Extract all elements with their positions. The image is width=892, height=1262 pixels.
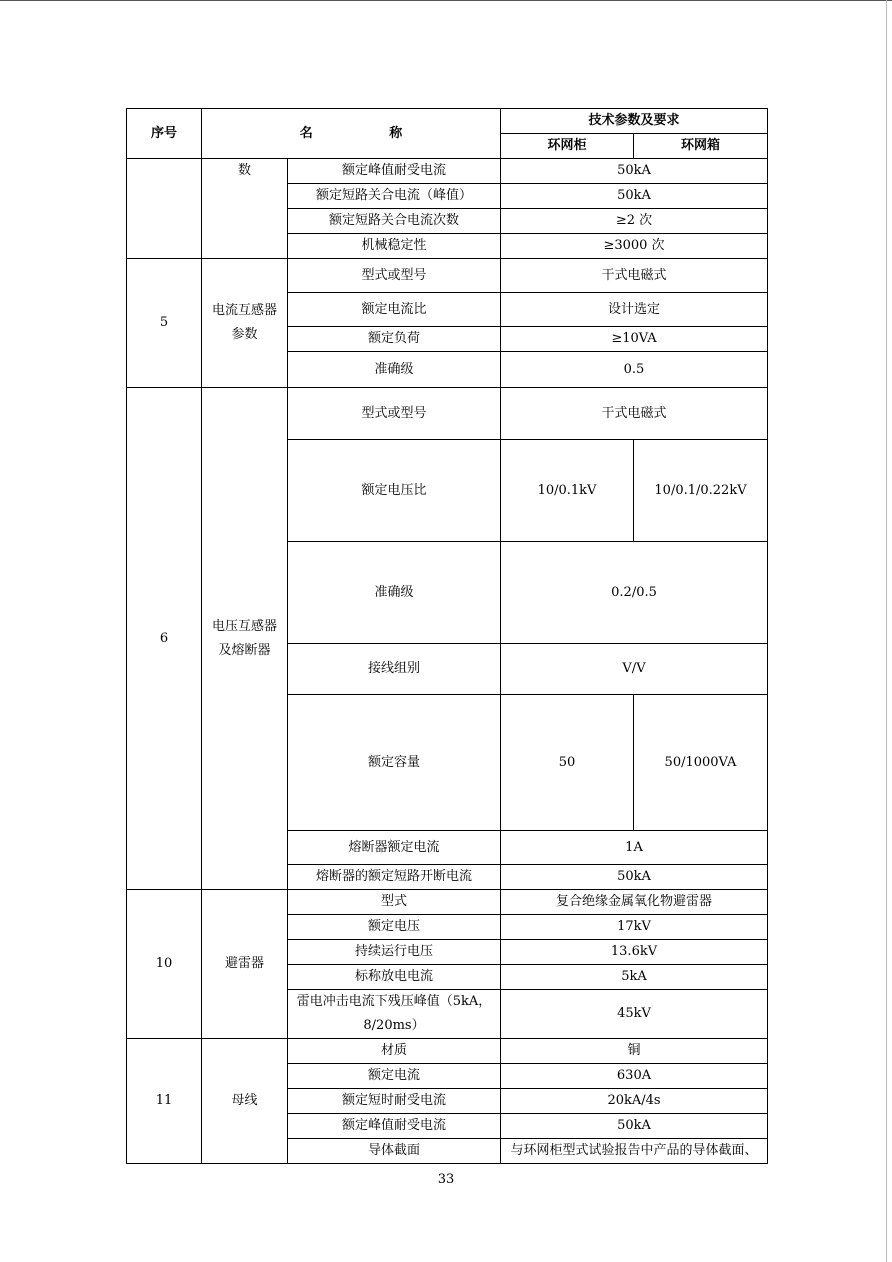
- technical-parameter-table: [126, 108, 768, 1164]
- item-cell: 额定电流比: [288, 293, 501, 327]
- category-line-2: 及熔断器: [218, 642, 271, 658]
- value-cell: 1A: [501, 831, 768, 865]
- item-cell: 额定短时耐受电流: [288, 1089, 501, 1114]
- item-cell: 导体截面: [288, 1139, 501, 1164]
- value-cell: 干式电磁式: [501, 388, 768, 440]
- table-header-row: [127, 109, 768, 134]
- category-cell: [202, 388, 288, 890]
- item-cell: 型式或型号: [288, 388, 501, 440]
- value-cell: 铜: [501, 1039, 768, 1064]
- value-cell: 50kA: [501, 159, 768, 184]
- seq-cell: 5: [127, 259, 202, 388]
- header-cabinet: 环网柜: [501, 134, 634, 159]
- value-cell: 50kA: [501, 184, 768, 209]
- value-cell: 50kA: [501, 865, 768, 890]
- page-number: 33: [437, 1172, 455, 1187]
- category-cell: 母线: [202, 1039, 288, 1164]
- seq-cell-empty: [127, 159, 202, 259]
- item-line-1: 雷电冲击电流下残压峰值（5kA，: [296, 994, 492, 1009]
- seq-cell: 11: [127, 1039, 202, 1164]
- item-cell: 额定电流: [288, 1064, 501, 1089]
- item-cell: [288, 990, 501, 1039]
- item-cell: 额定电压: [288, 915, 501, 940]
- item-cell: 持续运行电压: [288, 940, 501, 965]
- value-cell: 630A: [501, 1064, 768, 1089]
- category-line-1: 电压互感器: [211, 618, 277, 634]
- item-cell: 型式: [288, 890, 501, 915]
- header-tech-params: 技术参数及要求: [501, 109, 768, 134]
- item-cell: 熔断器的额定短路开断电流: [288, 865, 501, 890]
- seq-cell: 10: [127, 890, 202, 1039]
- header-name: 名 称: [202, 109, 501, 159]
- value-cell: 17kV: [501, 915, 768, 940]
- page-right-border: [886, 0, 887, 1262]
- value-cell: 5kA: [501, 965, 768, 990]
- item-cell: 额定短路关合电流（峰值）: [288, 184, 501, 209]
- item-cell: 准确级: [288, 352, 501, 388]
- table-row: [127, 1039, 768, 1064]
- header-seq: 序号: [127, 109, 202, 159]
- item-cell: 接线组别: [288, 644, 501, 695]
- value-cell: 复合绝缘金属氧化物避雷器: [501, 890, 768, 915]
- item-cell: 型式或型号: [288, 259, 501, 293]
- category-line-1: 电流互感器: [211, 303, 277, 318]
- table-row: [127, 890, 768, 915]
- item-cell: 额定峰值耐受电流: [288, 159, 501, 184]
- item-cell: 标称放电电流: [288, 965, 501, 990]
- value-cell-box: 50/1000VA: [634, 695, 768, 831]
- value-cell: 13.6kV: [501, 940, 768, 965]
- item-cell: 额定短路关合电流次数: [288, 209, 501, 234]
- value-cell: 0.2/0.5: [501, 542, 768, 644]
- value-cell: 干式电磁式: [501, 259, 768, 293]
- value-cell-box: 10/0.1/0.22kV: [634, 440, 768, 542]
- value-cell: ≥10VA: [501, 327, 768, 352]
- value-cell-cabinet: 10/0.1kV: [501, 440, 634, 542]
- category-cell: [202, 259, 288, 388]
- value-cell: 50kA: [501, 1114, 768, 1139]
- item-cell: 额定负荷: [288, 327, 501, 352]
- table-row: [127, 388, 768, 440]
- value-cell: 0.5: [501, 352, 768, 388]
- value-cell: 20kA/4s: [501, 1089, 768, 1114]
- category-cell: 避雷器: [202, 890, 288, 1039]
- item-cell: 额定电压比: [288, 440, 501, 542]
- category-line-2: 参数: [231, 327, 258, 342]
- table-row: [127, 259, 768, 293]
- value-cell: ≥3000 次: [501, 234, 768, 259]
- header-box: 环网箱: [634, 134, 768, 159]
- item-cell: 额定峰值耐受电流: [288, 1114, 501, 1139]
- seq-cell: 6: [127, 388, 202, 890]
- table-row: [127, 159, 768, 184]
- page-top-border: [0, 0, 892, 1]
- category-cell: 数: [202, 159, 288, 259]
- item-cell: 熔断器额定电流: [288, 831, 501, 865]
- item-cell: 准确级: [288, 542, 501, 644]
- item-cell: 材质: [288, 1039, 501, 1064]
- item-line-2: 8/20ms）: [363, 1018, 425, 1033]
- value-cell: 与环网柜型式试验报告中产品的导体截面、: [501, 1139, 768, 1164]
- value-cell: 45kV: [501, 990, 768, 1039]
- value-cell: ≥2 次: [501, 209, 768, 234]
- item-cell: 机械稳定性: [288, 234, 501, 259]
- item-cell: 额定容量: [288, 695, 501, 831]
- value-cell: 设计选定: [501, 293, 768, 327]
- value-cell-cabinet: 50: [501, 695, 634, 831]
- value-cell: V/V: [501, 644, 768, 695]
